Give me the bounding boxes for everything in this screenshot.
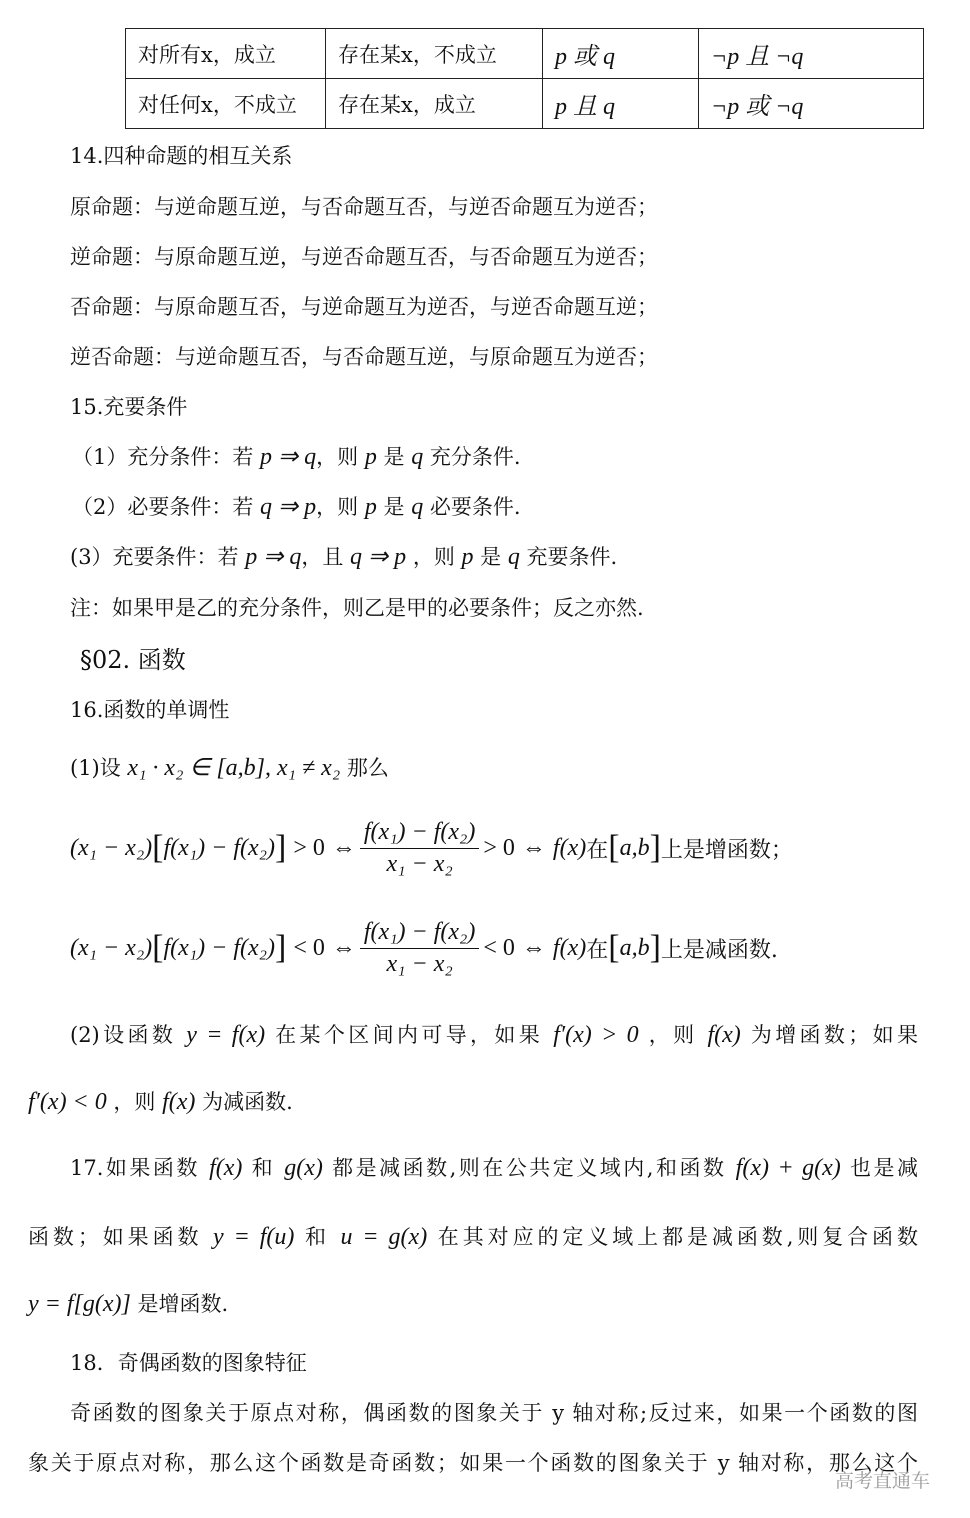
line bbox=[70, 193, 658, 221]
text: 14.四种命题的相互关系 bbox=[70, 144, 293, 168]
text: ，且 bbox=[301, 545, 351, 569]
math-expression: p ⇒ q bbox=[245, 544, 302, 570]
table-row bbox=[126, 29, 924, 79]
table-cell: p 且 q bbox=[543, 79, 699, 129]
math-iff1: ⇔ bbox=[331, 834, 356, 861]
watermark: 高考直通车 bbox=[835, 1470, 931, 1492]
text: 原命题：与逆命题互逆，与否命题互否，与逆否命题互为逆否； bbox=[70, 195, 658, 219]
text: 否命题：与原命题互否，与逆命题互为逆否，与逆否命题互逆； bbox=[70, 295, 658, 319]
table-cell: 存在某x，不成立 bbox=[326, 29, 543, 79]
heading-18 bbox=[70, 1349, 307, 1377]
text: 18．奇偶函数的图象特征 bbox=[70, 1351, 307, 1375]
math-expression: f(x) bbox=[209, 1155, 243, 1181]
math-expression: f(x) bbox=[707, 1022, 741, 1048]
text: 和 bbox=[294, 1225, 341, 1249]
table-cell: 对任何x，不成立 bbox=[126, 79, 326, 129]
text: ，则 bbox=[106, 1090, 163, 1114]
math-expression: q ⇒ p bbox=[350, 544, 407, 570]
text: 为减函数. bbox=[195, 1090, 293, 1114]
text: ，则 bbox=[316, 495, 365, 519]
line bbox=[70, 293, 658, 321]
math-left: (x₁ − x₂) bbox=[70, 834, 153, 861]
math-fx: f(x) bbox=[552, 934, 587, 961]
math-int: a,b bbox=[619, 934, 650, 961]
line bbox=[70, 243, 658, 271]
paragraph-line bbox=[28, 1449, 918, 1477]
text: 在某个区间内可导，如果 bbox=[265, 1023, 554, 1047]
paragraph-line bbox=[70, 1154, 918, 1182]
list-item bbox=[70, 543, 617, 571]
math-expression: y = f(u) bbox=[213, 1224, 295, 1250]
fraction bbox=[360, 819, 480, 878]
text: 是 bbox=[376, 495, 412, 519]
text: （1）充分条件：若 bbox=[72, 445, 261, 469]
math-bl: [ bbox=[152, 829, 164, 866]
text: ，则 bbox=[638, 1023, 708, 1047]
text: 函数；如果函数 bbox=[28, 1225, 214, 1249]
table-cell: ¬p 或 ¬q bbox=[699, 79, 924, 129]
math-iff2: ⇔ bbox=[521, 934, 546, 961]
text: 17.如果函数 bbox=[70, 1156, 210, 1180]
monotonic-formula: (x₁ − x₂) [ f(x₁) − f(x₂) ] > 0 ⇔ $\frac{\text{f(x₁) − f(x₂)}}{\text{x₁ − x₂}}$ > 0 ⇔ f(x) 在 [ a,b ] 上是增函数； bbox=[70, 818, 793, 877]
text: 16.函数的单调性 bbox=[70, 698, 230, 722]
math-den: x₁ − x₂ bbox=[386, 850, 453, 877]
math-expression: u = g(x) bbox=[340, 1224, 428, 1250]
heading-15 bbox=[70, 393, 187, 421]
paragraph-line bbox=[28, 1088, 293, 1116]
text: 逆命题：与原命题互逆，与逆否命题互否，与否命题互为逆否； bbox=[70, 245, 658, 269]
math-inner: f(x₁) − f(x₂) bbox=[163, 934, 275, 961]
math-expression: x₁ · x₂ ∈ [a,b], x₁ ≠ x₂ bbox=[127, 755, 341, 781]
line bbox=[70, 343, 658, 371]
text: 奇函数的图象关于原点对称，偶函数的图象关于 y 轴对称;反过来，如果一个函数的图 bbox=[70, 1401, 918, 1425]
list-item bbox=[72, 443, 521, 471]
math-inner: f(x₁) − f(x₂) bbox=[163, 834, 275, 861]
text: （2）必要条件：若 bbox=[72, 495, 261, 519]
heading-14 bbox=[70, 142, 292, 170]
text: 为增函数；如果 bbox=[740, 1023, 919, 1047]
math-num: f(x₁) − f(x₂) bbox=[360, 919, 480, 949]
text: 那么 bbox=[340, 756, 389, 780]
math-rel2: > 0 bbox=[483, 834, 515, 861]
math-fx: f(x) bbox=[552, 834, 587, 861]
math-rel2: < 0 bbox=[483, 934, 515, 961]
text: 15.充要条件 bbox=[70, 395, 188, 419]
math-rel: < 0 bbox=[293, 934, 325, 961]
text: 都是减函数,则在公共定义域内,和函数 bbox=[322, 1156, 736, 1180]
math-expression: p bbox=[364, 494, 377, 520]
text: 是 bbox=[376, 445, 412, 469]
math-int: a,b bbox=[619, 834, 650, 861]
math-expression: p ⇒ q bbox=[260, 444, 317, 470]
text: 在 bbox=[586, 837, 609, 863]
math-expression: f′(x) < 0 bbox=[28, 1089, 107, 1115]
text: 和 bbox=[242, 1156, 285, 1180]
logic-negation-table bbox=[125, 28, 924, 129]
text: ，则 bbox=[316, 445, 365, 469]
table-row bbox=[126, 79, 924, 129]
list-item bbox=[72, 493, 521, 521]
table-cell: ¬p 且 ¬q bbox=[699, 29, 924, 79]
math-rel: > 0 bbox=[293, 834, 325, 861]
heading-16 bbox=[70, 696, 229, 724]
note bbox=[70, 594, 644, 622]
text: 注：如果甲是乙的充分条件，则乙是甲的必要条件；反之亦然. bbox=[70, 596, 644, 620]
text: (2)设函数 bbox=[70, 1023, 187, 1047]
math-br: ] bbox=[275, 929, 287, 966]
text: 在其对应的定义域上都是减函数,则复合函数 bbox=[427, 1225, 918, 1249]
paragraph-line bbox=[70, 1021, 918, 1049]
table-cell: 对所有x，成立 bbox=[126, 29, 326, 79]
text: 上是增函数； bbox=[660, 837, 793, 863]
text: 也是减 bbox=[840, 1156, 918, 1180]
text: 象关于原点对称，那么这个函数是奇函数；如果一个函数的图象关于 y 轴对称，那么这个 bbox=[28, 1451, 918, 1475]
text: 在 bbox=[586, 937, 609, 963]
math-br: ] bbox=[275, 829, 287, 866]
text: (3）充要条件：若 bbox=[70, 545, 246, 569]
math-expression: g(x) bbox=[284, 1155, 323, 1181]
line bbox=[70, 754, 389, 782]
math-den: x₁ − x₂ bbox=[386, 950, 453, 977]
math-expression: q ⇒ p bbox=[260, 494, 317, 520]
text: 必要条件. bbox=[423, 495, 521, 519]
text: 上是减函数. bbox=[660, 937, 778, 963]
math-expression: y = f(x) bbox=[186, 1022, 266, 1048]
section-title bbox=[80, 646, 186, 674]
text: 是 bbox=[473, 545, 508, 569]
text: 充分条件. bbox=[423, 445, 521, 469]
math-expression: f(x) + g(x) bbox=[735, 1155, 841, 1181]
text: (1)设 bbox=[70, 756, 128, 780]
table-cell: 存在某x，成立 bbox=[326, 79, 543, 129]
math-expression: f′(x) > 0 bbox=[553, 1022, 639, 1048]
paragraph-line bbox=[28, 1290, 228, 1318]
math-expression: q bbox=[507, 544, 520, 570]
math-expression: p bbox=[461, 544, 474, 570]
text: ，则 bbox=[406, 545, 462, 569]
paragraph-line bbox=[70, 1399, 918, 1427]
math-iff1: ⇔ bbox=[331, 934, 356, 961]
math-num: f(x₁) − f(x₂) bbox=[360, 819, 480, 849]
text: 逆否命题：与逆命题互否，与否命题互逆，与原命题互为逆否； bbox=[70, 345, 658, 369]
math-bl: [ bbox=[152, 929, 164, 966]
math-left: (x₁ − x₂) bbox=[70, 934, 153, 961]
paragraph-line bbox=[28, 1223, 918, 1251]
math-expression: q bbox=[411, 494, 424, 520]
table-cell: p 或 q bbox=[543, 29, 699, 79]
math-expression: f(x) bbox=[162, 1089, 196, 1115]
fraction bbox=[360, 919, 480, 978]
text: 是增函数. bbox=[130, 1292, 229, 1316]
math-expression: q bbox=[411, 444, 424, 470]
text: §02. 函数 bbox=[80, 646, 186, 674]
math-iff2: ⇔ bbox=[521, 834, 546, 861]
text: 充要条件. bbox=[519, 545, 618, 569]
math-expression: y = f[g(x)] bbox=[28, 1291, 131, 1317]
monotonic-formula: (x₁ − x₂) [ f(x₁) − f(x₂) ] < 0 ⇔ $\frac{\text{f(x₁) − f(x₂)}}{\text{x₁ − x₂}}$ < 0 ⇔ f(x) 在 [ a,b ] 上是减函数. bbox=[70, 918, 778, 977]
math-expression: p bbox=[364, 444, 377, 470]
